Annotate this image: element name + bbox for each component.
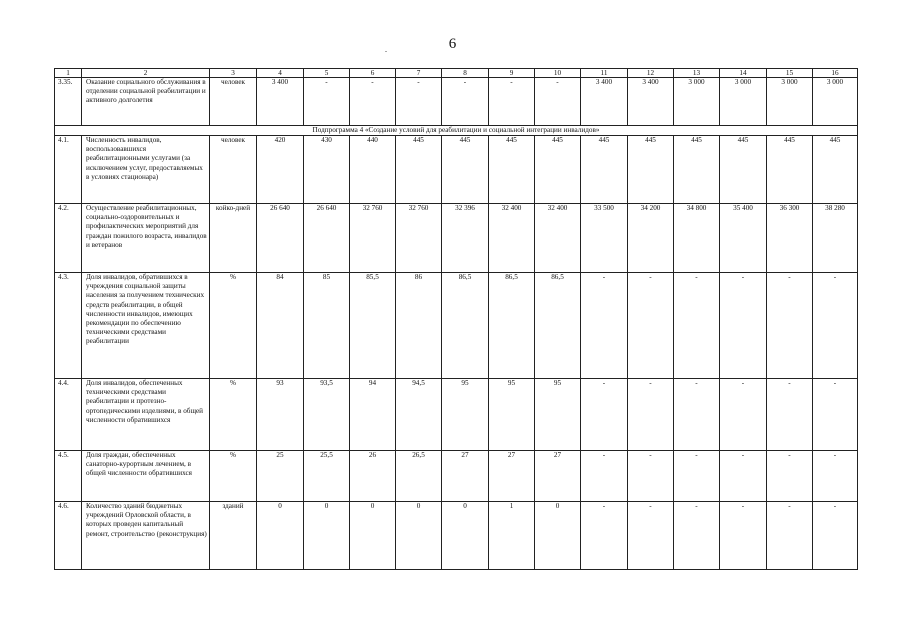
value-cell: - bbox=[628, 273, 674, 379]
value-cell: - bbox=[767, 451, 813, 502]
row-number: 4.4. bbox=[55, 379, 82, 451]
value-cell: 86,5 bbox=[535, 273, 581, 379]
value-cell: 95 bbox=[535, 379, 581, 451]
value-cell: 93 bbox=[257, 379, 304, 451]
column-number: 16 bbox=[813, 69, 858, 78]
column-number-row bbox=[55, 69, 858, 78]
value-cell: 445 bbox=[628, 136, 674, 204]
value-cell: - bbox=[442, 78, 489, 126]
value-cell: 440 bbox=[350, 136, 396, 204]
value-cell: 3 000 bbox=[720, 78, 767, 126]
unit-cell: человек bbox=[210, 136, 257, 204]
value-cell: - bbox=[674, 379, 720, 451]
value-cell: - bbox=[767, 273, 813, 379]
value-cell: 34 200 bbox=[628, 204, 674, 273]
value-cell: 445 bbox=[535, 136, 581, 204]
value-cell: 3 000 bbox=[674, 78, 720, 126]
indicator-name: Количество зданий бюджетных учреждений Орловской области, в которых проведен капитальный ремонт, строительство (реконструкция) bbox=[82, 502, 210, 570]
value-cell: 94 bbox=[350, 379, 396, 451]
value-cell: 445 bbox=[396, 136, 442, 204]
subprogram-title: Подпрограмма 4 «Создание условий для реабилитации и социальной интеграции инвалидов» bbox=[55, 126, 858, 136]
column-number: 15 bbox=[767, 69, 813, 78]
value-cell: 0 bbox=[350, 502, 396, 570]
value-cell: 25 bbox=[257, 451, 304, 502]
table-row bbox=[55, 78, 858, 126]
value-cell: 34 800 bbox=[674, 204, 720, 273]
value-cell: 32 400 bbox=[535, 204, 581, 273]
value-cell: 32 396 bbox=[442, 204, 489, 273]
value-cell: 32 400 bbox=[489, 204, 535, 273]
value-cell: 84 bbox=[257, 273, 304, 379]
value-cell: 26 640 bbox=[257, 204, 304, 273]
value-cell: 3 400 bbox=[257, 78, 304, 126]
value-cell: - bbox=[581, 451, 628, 502]
value-cell: - bbox=[767, 379, 813, 451]
value-cell: 94,5 bbox=[396, 379, 442, 451]
table-row bbox=[55, 502, 858, 570]
value-cell: 86,5 bbox=[442, 273, 489, 379]
column-number: 9 bbox=[489, 69, 535, 78]
table-row bbox=[55, 204, 858, 273]
value-cell: - bbox=[813, 502, 858, 570]
value-cell: - bbox=[720, 379, 767, 451]
row-number: 4.3. bbox=[55, 273, 82, 379]
value-cell: - bbox=[396, 78, 442, 126]
column-number: 1 bbox=[55, 69, 82, 78]
page-dot: . bbox=[385, 45, 387, 54]
value-cell: 27 bbox=[489, 451, 535, 502]
value-cell: 27 bbox=[535, 451, 581, 502]
value-cell: 0 bbox=[396, 502, 442, 570]
value-cell: - bbox=[813, 451, 858, 502]
value-cell: 86 bbox=[396, 273, 442, 379]
value-cell: - bbox=[674, 502, 720, 570]
table-row bbox=[55, 273, 858, 379]
value-cell: - bbox=[628, 451, 674, 502]
value-cell: 36 300 bbox=[767, 204, 813, 273]
value-cell: 445 bbox=[442, 136, 489, 204]
column-number: 12 bbox=[628, 69, 674, 78]
table-row bbox=[55, 136, 858, 204]
value-cell: 430 bbox=[304, 136, 350, 204]
indicator-table bbox=[54, 68, 858, 570]
value-cell: - bbox=[350, 78, 396, 126]
subprogram-header-row bbox=[55, 126, 858, 136]
unit-cell: % bbox=[210, 451, 257, 502]
value-cell: 86,5 bbox=[489, 273, 535, 379]
indicator-name: Осуществление реабилитационных, социально-оздоровительных и профилактических мероприятий для граждан пожилого возраста, инвалидов и ветеранов bbox=[82, 204, 210, 273]
value-cell: - bbox=[767, 502, 813, 570]
value-cell: 0 bbox=[535, 502, 581, 570]
value-cell: 85,5 bbox=[350, 273, 396, 379]
value-cell: 445 bbox=[720, 136, 767, 204]
value-cell: 3 400 bbox=[628, 78, 674, 126]
row-number: 4.1. bbox=[55, 136, 82, 204]
value-cell: 0 bbox=[257, 502, 304, 570]
value-cell: - bbox=[720, 502, 767, 570]
column-number: 10 bbox=[535, 69, 581, 78]
value-cell: 3 400 bbox=[581, 78, 628, 126]
unit-cell: койко-дней bbox=[210, 204, 257, 273]
column-number: 2 bbox=[82, 69, 210, 78]
unit-cell: % bbox=[210, 273, 257, 379]
value-cell: - bbox=[720, 273, 767, 379]
value-cell: 93,5 bbox=[304, 379, 350, 451]
value-cell: 445 bbox=[489, 136, 535, 204]
value-cell: - bbox=[813, 273, 858, 379]
value-cell: 27 bbox=[442, 451, 489, 502]
value-cell: 0 bbox=[442, 502, 489, 570]
value-cell: 25,5 bbox=[304, 451, 350, 502]
value-cell: - bbox=[628, 502, 674, 570]
value-cell: 445 bbox=[581, 136, 628, 204]
value-cell: 26,5 bbox=[396, 451, 442, 502]
column-number: 5 bbox=[304, 69, 350, 78]
table-row bbox=[55, 451, 858, 502]
value-cell: 95 bbox=[489, 379, 535, 451]
value-cell: - bbox=[581, 502, 628, 570]
value-cell: 33 500 bbox=[581, 204, 628, 273]
unit-cell: % bbox=[210, 379, 257, 451]
value-cell: 26 bbox=[350, 451, 396, 502]
column-number: 3 bbox=[210, 69, 257, 78]
value-cell: - bbox=[674, 273, 720, 379]
column-number: 13 bbox=[674, 69, 720, 78]
value-cell: - bbox=[813, 379, 858, 451]
unit-cell: человек bbox=[210, 78, 257, 126]
value-cell: 420 bbox=[257, 136, 304, 204]
page-number: 6 bbox=[448, 36, 457, 52]
row-number: 4.5. bbox=[55, 451, 82, 502]
value-cell: 32 760 bbox=[396, 204, 442, 273]
value-cell: 95 bbox=[442, 379, 489, 451]
row-number: 4.2. bbox=[55, 204, 82, 273]
value-cell: 3 000 bbox=[767, 78, 813, 126]
value-cell: 445 bbox=[767, 136, 813, 204]
value-cell: - bbox=[535, 78, 581, 126]
value-cell: 26 640 bbox=[304, 204, 350, 273]
indicator-name: Доля инвалидов, обратившихся в учреждения социальной защиты населения за получением технических средств реабилитации, в общей численности инвалидов, имеющих рекомендации по обеспечению техническими средствами реабилитации bbox=[82, 273, 210, 379]
value-cell: 35 400 bbox=[720, 204, 767, 273]
value-cell: - bbox=[628, 379, 674, 451]
column-number: 7 bbox=[396, 69, 442, 78]
value-cell: - bbox=[674, 451, 720, 502]
column-number: 11 bbox=[581, 69, 628, 78]
value-cell: 32 760 bbox=[350, 204, 396, 273]
value-cell: - bbox=[581, 273, 628, 379]
table-row bbox=[55, 379, 858, 451]
value-cell: - bbox=[489, 78, 535, 126]
value-cell: 38 280 bbox=[813, 204, 858, 273]
column-number: 4 bbox=[257, 69, 304, 78]
value-cell: - bbox=[581, 379, 628, 451]
indicator-name: Оказание социального обслуживания в отделении социальной реабилитации и активного долголетия bbox=[82, 78, 210, 126]
indicator-name: Доля граждан, обеспеченных санаторно-курортным лечением, в общей численности обратившихся bbox=[82, 451, 210, 502]
row-number: 4.6. bbox=[55, 502, 82, 570]
column-number: 14 bbox=[720, 69, 767, 78]
value-cell: 85 bbox=[304, 273, 350, 379]
value-cell: - bbox=[720, 451, 767, 502]
value-cell: 1 bbox=[489, 502, 535, 570]
indicator-name: Доля инвалидов, обеспеченных техническими средствами реабилитации и протезно-ортопедическими изделиями, в общей численности обратившихся bbox=[82, 379, 210, 451]
value-cell: - bbox=[304, 78, 350, 126]
indicator-name: Численность инвалидов, воспользовавшихся реабилитационными услугами (за исключением услуг, предоставляемых в условиях стационара) bbox=[82, 136, 210, 204]
value-cell: 3 000 bbox=[813, 78, 858, 126]
column-number: 6 bbox=[350, 69, 396, 78]
value-cell: 445 bbox=[674, 136, 720, 204]
unit-cell: зданий bbox=[210, 502, 257, 570]
value-cell: 445 bbox=[813, 136, 858, 204]
column-number: 8 bbox=[442, 69, 489, 78]
row-number: 3.35. bbox=[55, 78, 82, 126]
value-cell: 0 bbox=[304, 502, 350, 570]
